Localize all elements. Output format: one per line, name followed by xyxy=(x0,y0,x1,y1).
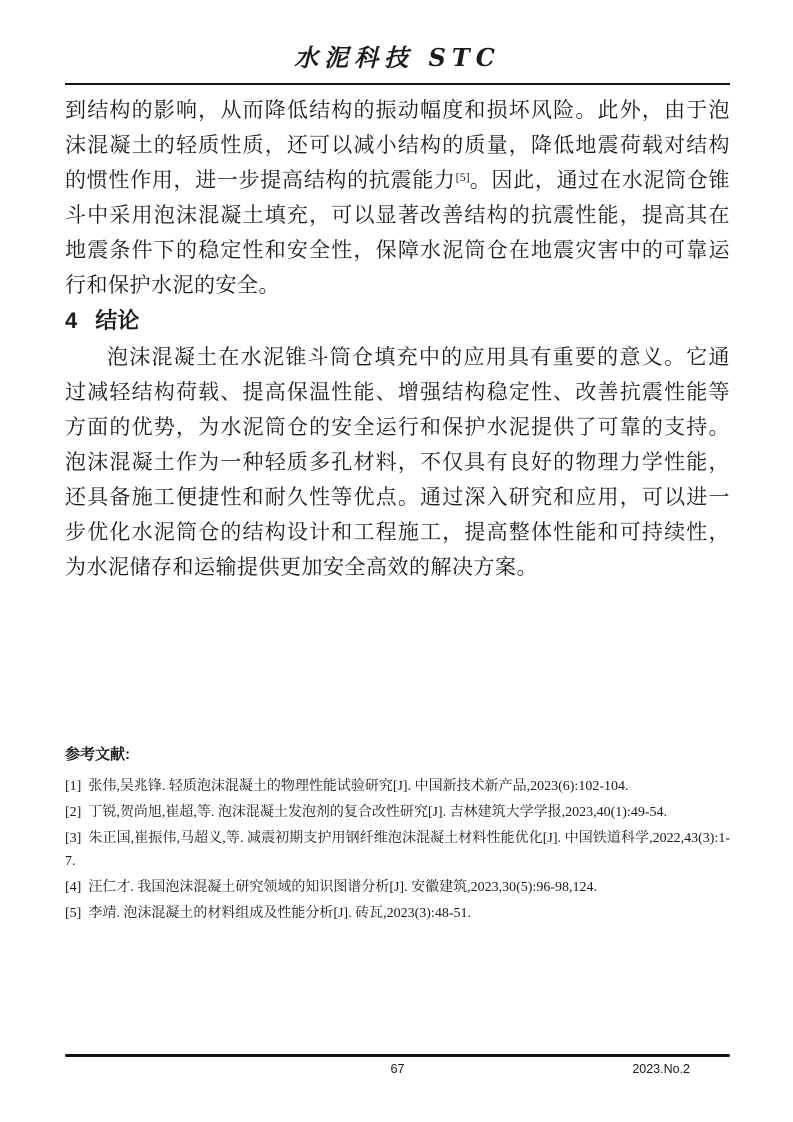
reference-item-2 xyxy=(65,801,730,824)
reference-text: 丁锐,贺尚旭,崔超,等. 泡沫混凝土发泡剂的复合改性研究[J]. 吉林建筑大学学报,2023,40(1):49-54. xyxy=(88,805,667,820)
references-heading: 参考文献: xyxy=(65,746,130,763)
page-content xyxy=(65,0,730,928)
reference-text: 汪仁才. 我国泡沫混凝土研究领域的知识图谱分析[J]. 安徽建筑,2023,30(5):96-98,124. xyxy=(88,880,597,895)
reference-label: [4] xyxy=(65,880,82,895)
reference-text: 朱正国,崔振伟,马超义,等. 减震初期支护用钢纤维泡沫混凝土材料性能优化[J]. 中国铁道科学,2022,43(3):1-7. xyxy=(65,831,730,869)
reference-text: 张伟,吴兆锋. 轻质泡沫混凝土的物理性能试验研究[J]. 中国新技术新产品,2023(6):102-104. xyxy=(88,779,629,794)
reference-item-1 xyxy=(65,775,730,798)
section-title: 结论 xyxy=(95,308,140,333)
citation-marker-5: [5] xyxy=(455,170,470,184)
reference-item-5 xyxy=(65,902,730,925)
reference-item-3 xyxy=(65,827,730,873)
header-rule xyxy=(65,83,730,85)
paragraph-continued-text-before: 到结构的影响，从而降低结构的振动幅度和损坏风险。此外，由于泡沫混凝土的轻质性质，还可以减小结构的质量，降低地震荷载对结构的惯性作用，进一步提高结构的抗震能力 xyxy=(65,98,730,192)
paragraph-continued xyxy=(65,93,730,303)
paragraph-continued-text-after: 。因此，通过在水泥筒仓锥斗中采用泡沫混凝土填充，可以显著改善结构的抗震性能，提高其在地震条件下的稳定性和安全性，保障水泥筒仓在地震灾害中的可靠运行和保护水泥的安全。 xyxy=(65,168,731,297)
reference-label: [2] xyxy=(65,805,82,820)
reference-list xyxy=(65,745,730,925)
section-heading-conclusion xyxy=(65,306,730,336)
reference-label: [3] xyxy=(65,831,82,846)
page-number: 67 xyxy=(390,1062,405,1076)
reference-label: [5] xyxy=(65,906,82,921)
reference-item-4 xyxy=(65,876,730,899)
journal-title: 水泥科技 STC xyxy=(294,43,501,72)
conclusion-paragraph: 泡沫混凝土在水泥锥斗筒仓填充中的应用具有重要的意义。它通过减轻结构荷载、提高保温性能、增强结构稳定性、改善抗震性能等方面的优势，为水泥筒仓的安全运行和保护水泥提供了可靠的支持。泡沫混凝土作为一种轻质多孔材料，不仅具有良好的物理力学性能，还具备施工便捷性和耐久性等优点。通过深入研究和应用，可以进一步优化水泥筒仓的结构设计和工程施工，提高整体性能和可持续性，为水泥储存和运输提供更加安全高效的解决方案。 xyxy=(65,345,730,579)
issue-label: 2023.No.2 xyxy=(632,1062,690,1076)
reference-text: 李靖. 泡沫混凝土的材料组成及性能分析[J]. 砖瓦,2023(3):48-51. xyxy=(88,906,471,921)
footer-rule xyxy=(65,1054,730,1057)
page-footer xyxy=(65,1054,730,1077)
reference-label: [1] xyxy=(65,779,82,794)
footer-row xyxy=(65,1061,730,1077)
section-number: 4 xyxy=(65,308,78,333)
